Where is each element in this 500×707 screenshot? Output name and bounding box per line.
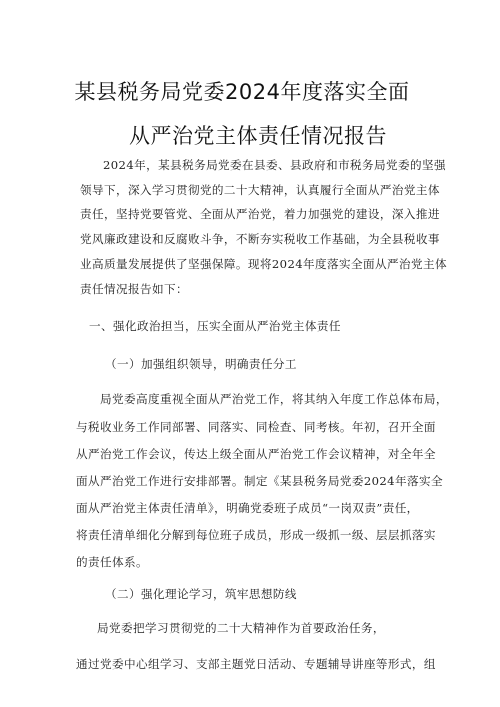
subsection-heading: （一）加强组织领导，明确责任分工: [105, 357, 297, 371]
section-heading: 一、强化政治担当，压实全面从严治党主体责任: [89, 319, 341, 333]
body-text-line: 责任情况报告如下：: [80, 282, 188, 296]
body-text-line: 从严治党工作会议，传达上级全面从严治党工作会议精神，对全年全: [76, 447, 436, 461]
body-text-line: 将责任清单细化分解到每位班子成员，形成一级抓一级、层层抓落实: [76, 528, 436, 542]
subsection-heading: （二）强化理论学习，筑牢思想防线: [105, 587, 297, 601]
body-text-line: 面从严治党主体责任清单》，明确党委班子成员“一岗双责”责任，: [76, 501, 419, 515]
body-text-line: 通过党委中心组学习、支部主题党日活动、专题辅导讲座等形式，组: [76, 657, 436, 671]
body-text-line: 2024年，某县税务局党委在县委、县政府和市税务局党委的坚强: [103, 158, 446, 172]
body-text-line: 业高质量发展提供了坚强保障。现将2024年度落实全面从严治党主体: [80, 257, 447, 271]
body-text-line: 责任，坚持党要管党、全面从严治党，着力加强党的建设，深入推进: [80, 207, 440, 221]
body-text-line: 面从严治党工作进行安排部署。制定《某县税务局党委2024年落实全: [76, 474, 443, 488]
body-text-line: 局党委高度重视全面从严治党工作，将其纳入年度工作总体布局，: [100, 392, 448, 406]
document-title-line-1: 某县税务局党委2024年度落实全面: [74, 80, 410, 104]
body-text-line: 与税收业务工作同部署、同落实、同检查、同考核。年初，召开全面: [76, 420, 436, 434]
body-text-line: 局党委把学习贯彻党的二十大精神作为首要政治任务，: [97, 621, 385, 635]
body-text-line: 领导下，深入学习贯彻党的二十大精神，认真履行全面从严治党主体: [80, 183, 440, 197]
document-title-line-2: 从严治党主体责任情况报告: [129, 124, 387, 148]
body-text-line: 党风廉政建设和反腐败斗争，不断夯实税收工作基础，为全县税收事: [80, 232, 440, 246]
body-text-line: 的责任体系。: [76, 555, 148, 569]
